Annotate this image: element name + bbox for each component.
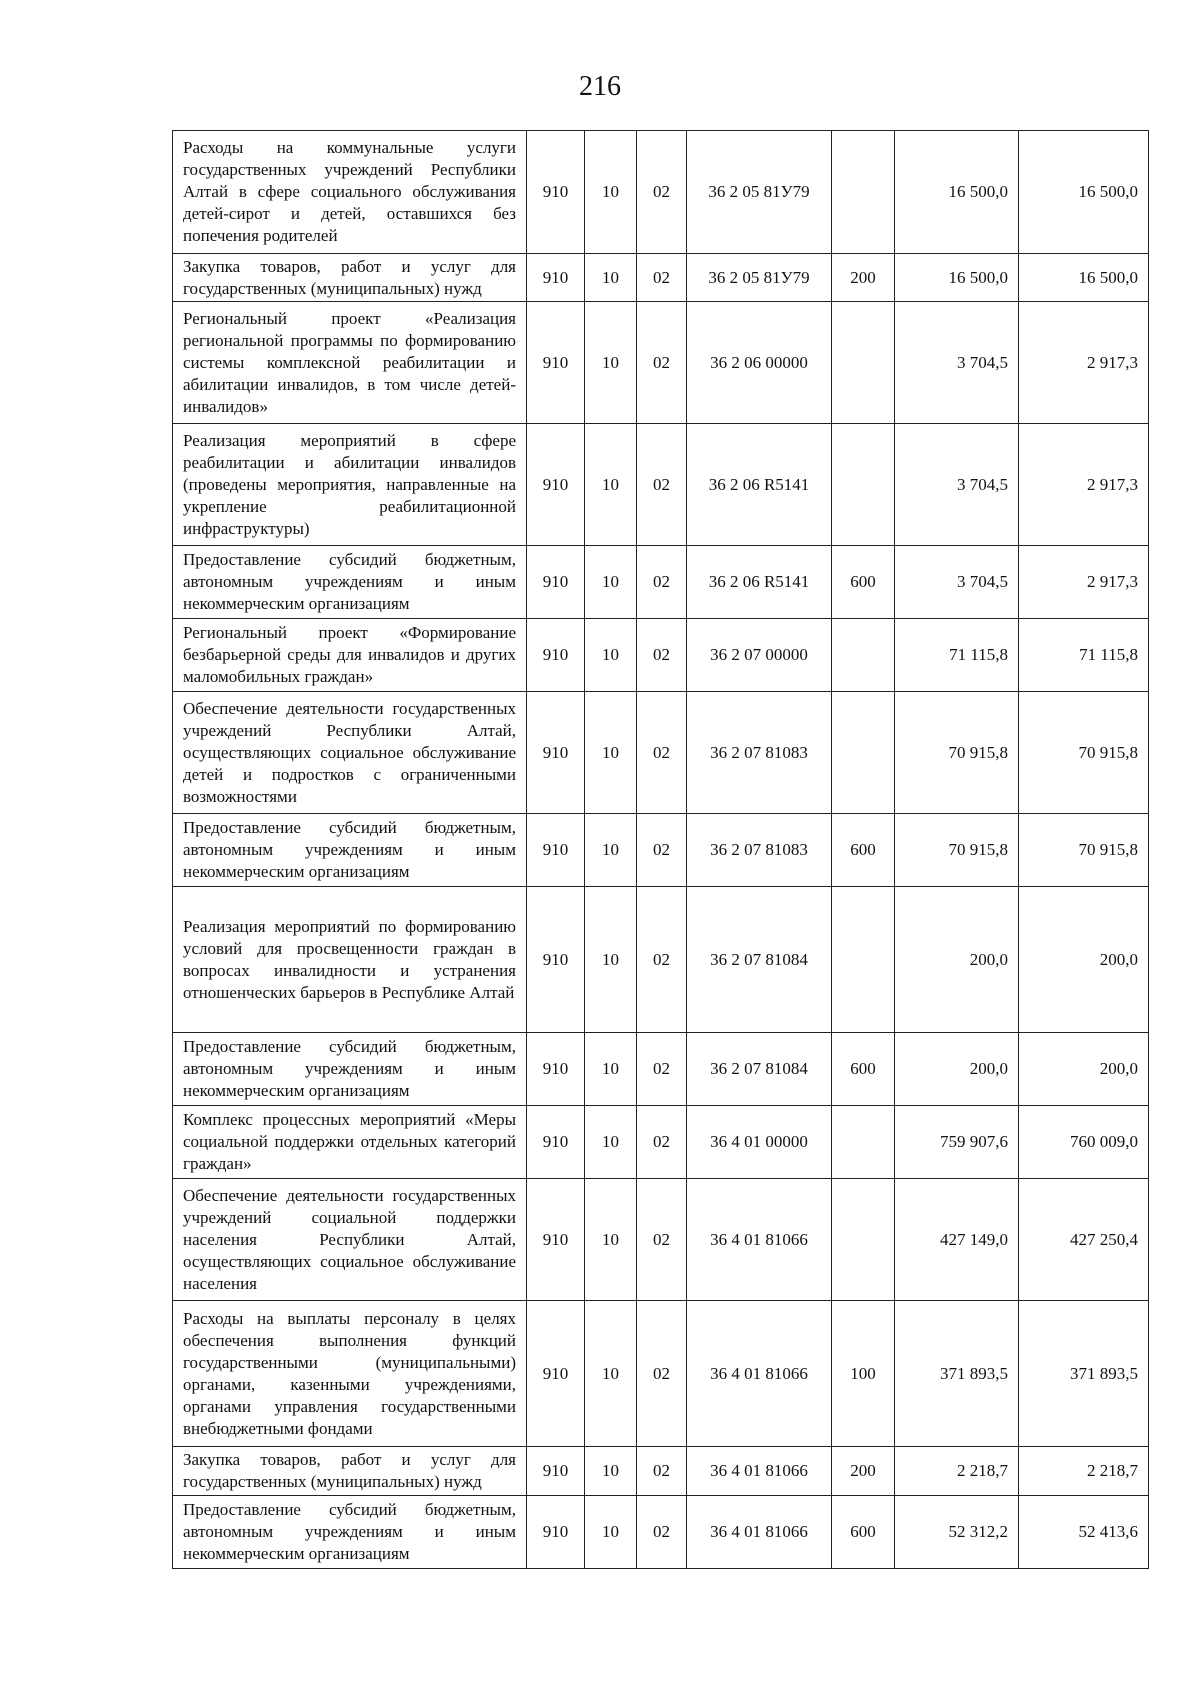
table-row <box>173 1106 1149 1179</box>
target-article-cell: 36 2 06 00000 <box>687 302 832 424</box>
section-code-cell: 10 <box>585 1033 637 1106</box>
section-code-cell: 10 <box>585 254 637 302</box>
section-code-cell: 10 <box>585 1447 637 1496</box>
table-row <box>173 302 1149 424</box>
section-code-cell: 10 <box>585 1106 637 1179</box>
target-article-cell: 36 4 01 00000 <box>687 1106 832 1179</box>
expense-type-cell <box>832 1179 895 1301</box>
subsection-code-cell: 02 <box>637 1033 687 1106</box>
target-article-cell: 36 2 07 00000 <box>687 619 832 692</box>
ministry-code-cell: 910 <box>527 131 585 254</box>
ministry-code-cell: 910 <box>527 1033 585 1106</box>
expense-type-cell: 600 <box>832 546 895 619</box>
table-row <box>173 1301 1149 1447</box>
section-code-cell: 10 <box>585 424 637 546</box>
sum-year1-cell: 427 149,0 <box>895 1179 1019 1301</box>
subsection-code-cell: 02 <box>637 1106 687 1179</box>
ministry-code-cell: 910 <box>527 302 585 424</box>
sum-year1-cell: 3 704,5 <box>895 424 1019 546</box>
expense-type-cell: 600 <box>832 1033 895 1106</box>
sum-year2-cell: 71 115,8 <box>1019 619 1149 692</box>
expense-type-cell: 600 <box>832 814 895 887</box>
expense-type-cell <box>832 302 895 424</box>
table-row <box>173 887 1149 1033</box>
row-name-cell: Региональный проект «Реализация региональной программы по формированию системы комплексной реабилитации и абилитации инвалидов, в том числе детей-инвалидов» <box>173 302 527 424</box>
subsection-code-cell: 02 <box>637 1447 687 1496</box>
ministry-code-cell: 910 <box>527 692 585 814</box>
table-row <box>173 1033 1149 1106</box>
sum-year2-cell: 2 917,3 <box>1019 546 1149 619</box>
ministry-code-cell: 910 <box>527 1301 585 1447</box>
expense-type-cell: 600 <box>832 1496 895 1569</box>
target-article-cell: 36 2 07 81083 <box>687 692 832 814</box>
section-code-cell: 10 <box>585 546 637 619</box>
row-name-cell: Расходы на выплаты персоналу в целях обеспечения выполнения функций государственными (муниципальными) органами, казенными учреждениями, органами управления государственными внебюджетными фондами <box>173 1301 527 1447</box>
target-article-cell: 36 2 06 R5141 <box>687 424 832 546</box>
expense-type-cell: 200 <box>832 1447 895 1496</box>
sum-year2-cell: 427 250,4 <box>1019 1179 1149 1301</box>
sum-year1-cell: 759 907,6 <box>895 1106 1019 1179</box>
expense-type-cell <box>832 887 895 1033</box>
ministry-code-cell: 910 <box>527 1106 585 1179</box>
sum-year2-cell: 760 009,0 <box>1019 1106 1149 1179</box>
row-name-cell: Расходы на коммунальные услуги государственных учреждений Республики Алтай в сфере социального обслуживания детей-сирот и детей, оставшихся без попечения родителей <box>173 131 527 254</box>
target-article-cell: 36 4 01 81066 <box>687 1301 832 1447</box>
sum-year1-cell: 3 704,5 <box>895 302 1019 424</box>
target-article-cell: 36 2 05 81У79 <box>687 131 832 254</box>
section-code-cell: 10 <box>585 887 637 1033</box>
ministry-code-cell: 910 <box>527 546 585 619</box>
sum-year1-cell: 2 218,7 <box>895 1447 1019 1496</box>
expense-type-cell <box>832 131 895 254</box>
target-article-cell: 36 2 05 81У79 <box>687 254 832 302</box>
expense-type-cell <box>832 424 895 546</box>
sum-year1-cell: 16 500,0 <box>895 131 1019 254</box>
sum-year2-cell: 2 917,3 <box>1019 424 1149 546</box>
expense-type-cell <box>832 692 895 814</box>
table-row <box>173 1496 1149 1569</box>
sum-year2-cell: 16 500,0 <box>1019 254 1149 302</box>
sum-year1-cell: 70 915,8 <box>895 692 1019 814</box>
table-row <box>173 692 1149 814</box>
table-row <box>173 1447 1149 1496</box>
sum-year2-cell: 70 915,8 <box>1019 692 1149 814</box>
ministry-code-cell: 910 <box>527 814 585 887</box>
table-row <box>173 619 1149 692</box>
ministry-code-cell: 910 <box>527 1447 585 1496</box>
row-name-cell: Предоставление субсидий бюджетным, автономным учреждениям и иным некоммерческим организациям <box>173 546 527 619</box>
row-name-cell: Закупка товаров, работ и услуг для государственных (муниципальных) нужд <box>173 254 527 302</box>
sum-year2-cell: 52 413,6 <box>1019 1496 1149 1569</box>
sum-year1-cell: 200,0 <box>895 1033 1019 1106</box>
target-article-cell: 36 4 01 81066 <box>687 1179 832 1301</box>
row-name-cell: Реализация мероприятий в сфере реабилитации и абилитации инвалидов (проведены мероприятия, направленные на укрепление реабилитационной инфраструктуры) <box>173 424 527 546</box>
ministry-code-cell: 910 <box>527 424 585 546</box>
section-code-cell: 10 <box>585 131 637 254</box>
table-row <box>173 131 1149 254</box>
ministry-code-cell: 910 <box>527 1179 585 1301</box>
expense-type-cell: 200 <box>832 254 895 302</box>
table-row <box>173 1179 1149 1301</box>
subsection-code-cell: 02 <box>637 692 687 814</box>
subsection-code-cell: 02 <box>637 546 687 619</box>
target-article-cell: 36 2 07 81084 <box>687 887 832 1033</box>
sum-year1-cell: 371 893,5 <box>895 1301 1019 1447</box>
section-code-cell: 10 <box>585 619 637 692</box>
section-code-cell: 10 <box>585 302 637 424</box>
target-article-cell: 36 2 07 81083 <box>687 814 832 887</box>
row-name-cell: Предоставление субсидий бюджетным, автономным учреждениям и иным некоммерческим организациям <box>173 1496 527 1569</box>
sum-year2-cell: 200,0 <box>1019 887 1149 1033</box>
section-code-cell: 10 <box>585 1179 637 1301</box>
row-name-cell: Обеспечение деятельности государственных учреждений Республики Алтай, осуществляющих социальное обслуживание детей и подростков с ограниченными возможностями <box>173 692 527 814</box>
row-name-cell: Предоставление субсидий бюджетным, автономным учреждениям и иным некоммерческим организациям <box>173 814 527 887</box>
expense-type-cell: 100 <box>832 1301 895 1447</box>
target-article-cell: 36 2 07 81084 <box>687 1033 832 1106</box>
sum-year2-cell: 2 218,7 <box>1019 1447 1149 1496</box>
subsection-code-cell: 02 <box>637 254 687 302</box>
expense-type-cell <box>832 1106 895 1179</box>
subsection-code-cell: 02 <box>637 1496 687 1569</box>
ministry-code-cell: 910 <box>527 1496 585 1569</box>
sum-year2-cell: 70 915,8 <box>1019 814 1149 887</box>
subsection-code-cell: 02 <box>637 302 687 424</box>
subsection-code-cell: 02 <box>637 887 687 1033</box>
sum-year2-cell: 371 893,5 <box>1019 1301 1149 1447</box>
sum-year1-cell: 3 704,5 <box>895 546 1019 619</box>
sum-year1-cell: 16 500,0 <box>895 254 1019 302</box>
target-article-cell: 36 2 06 R5141 <box>687 546 832 619</box>
row-name-cell: Закупка товаров, работ и услуг для государственных (муниципальных) нужд <box>173 1447 527 1496</box>
row-name-cell: Реализация мероприятий по формированию условий для просвещенности граждан в вопросах инвалидности и устранения отношенческих барьеров в Республике Алтай <box>173 887 527 1033</box>
ministry-code-cell: 910 <box>527 887 585 1033</box>
ministry-code-cell: 910 <box>527 254 585 302</box>
sum-year2-cell: 16 500,0 <box>1019 131 1149 254</box>
table-row <box>173 254 1149 302</box>
sum-year2-cell: 200,0 <box>1019 1033 1149 1106</box>
row-name-cell: Обеспечение деятельности государственных учреждений социальной поддержки населения Республики Алтай, осуществляющих социальное обслуживание населения <box>173 1179 527 1301</box>
table-row <box>173 814 1149 887</box>
section-code-cell: 10 <box>585 1496 637 1569</box>
sum-year1-cell: 200,0 <box>895 887 1019 1033</box>
expense-type-cell <box>832 619 895 692</box>
table-row <box>173 546 1149 619</box>
sum-year1-cell: 71 115,8 <box>895 619 1019 692</box>
page-number: 216 <box>579 71 621 102</box>
sum-year1-cell: 52 312,2 <box>895 1496 1019 1569</box>
subsection-code-cell: 02 <box>637 1301 687 1447</box>
table-row <box>173 424 1149 546</box>
section-code-cell: 10 <box>585 1301 637 1447</box>
subsection-code-cell: 02 <box>637 814 687 887</box>
subsection-code-cell: 02 <box>637 1179 687 1301</box>
subsection-code-cell: 02 <box>637 131 687 254</box>
subsection-code-cell: 02 <box>637 619 687 692</box>
ministry-code-cell: 910 <box>527 619 585 692</box>
subsection-code-cell: 02 <box>637 424 687 546</box>
row-name-cell: Комплекс процессных мероприятий «Меры социальной поддержки отдельных категорий граждан» <box>173 1106 527 1179</box>
target-article-cell: 36 4 01 81066 <box>687 1447 832 1496</box>
target-article-cell: 36 4 01 81066 <box>687 1496 832 1569</box>
row-name-cell: Предоставление субсидий бюджетным, автономным учреждениям и иным некоммерческим организациям <box>173 1033 527 1106</box>
sum-year1-cell: 70 915,8 <box>895 814 1019 887</box>
sum-year2-cell: 2 917,3 <box>1019 302 1149 424</box>
section-code-cell: 10 <box>585 692 637 814</box>
budget-table <box>172 130 1149 1569</box>
row-name-cell: Региональный проект «Формирование безбарьерной среды для инвалидов и других маломобильных граждан» <box>173 619 527 692</box>
section-code-cell: 10 <box>585 814 637 887</box>
